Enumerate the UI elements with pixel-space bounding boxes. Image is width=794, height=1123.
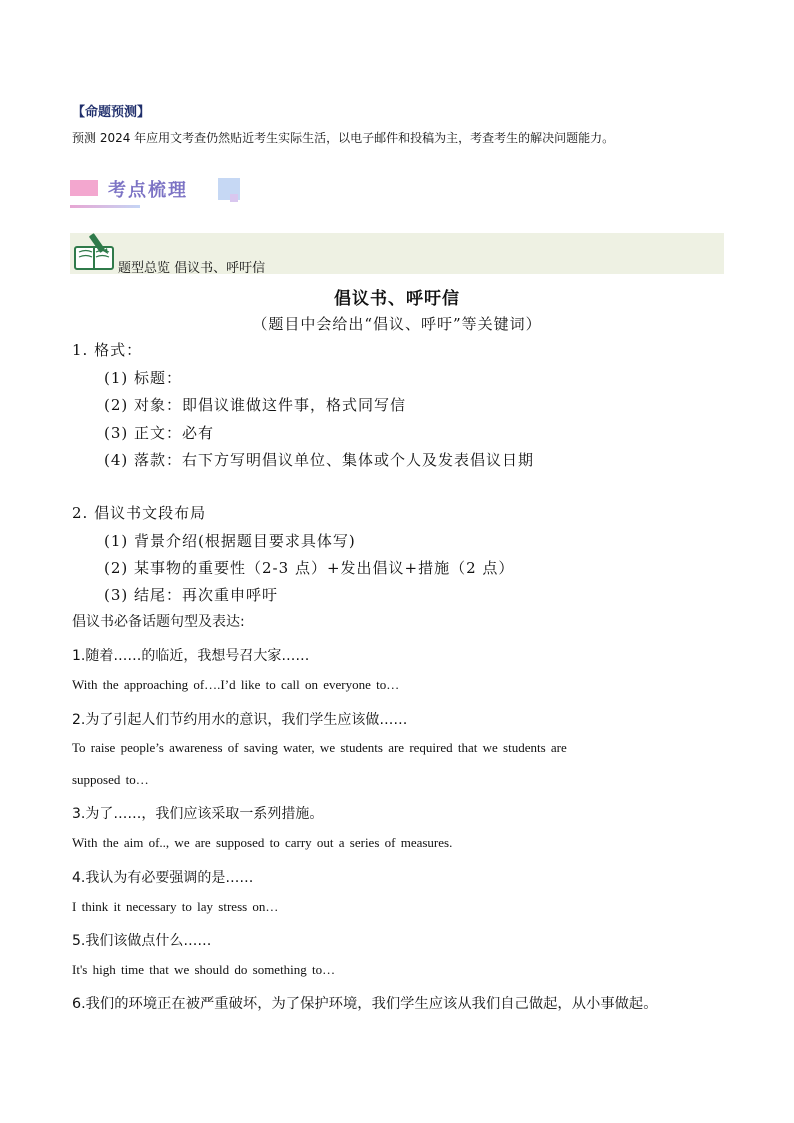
phrase-cn: 1.随着……的临近，我想号召大家…… (72, 648, 310, 664)
layout-item: (2) 某事物的重要性（2-3 点）+发出倡议+措施（2 点） (104, 559, 515, 577)
phrase-en: It's high time that we should do something to… (72, 962, 336, 977)
open-book-pencil-icon (72, 233, 116, 271)
page-title: 倡议书、呼吁信 (334, 289, 460, 309)
prediction-text: 预测 2024 年应用文考查仍然贴近考生实际生活，以电子邮件和投稿为主，考查考生的解决问题能力。 (72, 131, 615, 145)
section-heading-banner (70, 172, 245, 212)
layout-item: (3) 结尾：再次重申呼吁 (104, 586, 279, 604)
format-item: (3) 正文：必有 (104, 424, 215, 442)
phrase-cn: 3.为了……，我们应该采取一系列措施。 (72, 806, 324, 822)
phrase-cn: 6.我们的环境正在被严重破坏，为了保护环境，我们学生应该从我们自己做起，从小事做起。 (72, 996, 658, 1012)
prediction-heading: 【命题预测】 (72, 105, 151, 120)
layout-item: (1) 背景介绍(根据题目要求具体写) (104, 532, 356, 550)
format-item: (1) 标题： (104, 369, 183, 387)
format-item: (4) 落款：右下方写明倡议单位、集体或个人及发表倡议日期 (104, 451, 535, 469)
phrase-cn: 2.为了引起人们节约用水的意识，我们学生应该做…… (72, 712, 408, 728)
phrase-en: I think it necessary to lay stress on… (72, 899, 279, 914)
overview-banner (70, 233, 724, 274)
section-heading: 考点梳理 (108, 180, 188, 201)
page-subtitle: （题目中会给出“倡议、呼吁”等关键词） (252, 315, 542, 333)
layout-heading: 2. 倡议书文段布局 (72, 504, 207, 522)
phrases-heading: 倡议书必备话题句型及表达: (72, 614, 245, 630)
overview-label: 题型总览 倡议书、呼吁信 (118, 261, 266, 276)
decor-block (230, 194, 238, 202)
phrase-en: With the aim of.., we are supposed to carry out a series of measures. (72, 835, 453, 850)
decor-underline (70, 205, 140, 208)
format-item: (2) 对象：即倡议谁做这件事，格式同写信 (104, 396, 407, 414)
phrase-cn: 4.我认为有必要强调的是…… (72, 870, 254, 886)
phrase-en-continued: supposed to… (72, 772, 149, 787)
format-heading: 1. 格式： (72, 341, 143, 359)
phrase-en: To raise people’s awareness of saving water, we students are required that we students are (72, 740, 567, 755)
phrase-en: With the approaching of….I’d like to call on everyone to… (72, 677, 400, 692)
decor-block (70, 180, 98, 196)
phrase-cn: 5.我们该做点什么…… (72, 933, 212, 949)
